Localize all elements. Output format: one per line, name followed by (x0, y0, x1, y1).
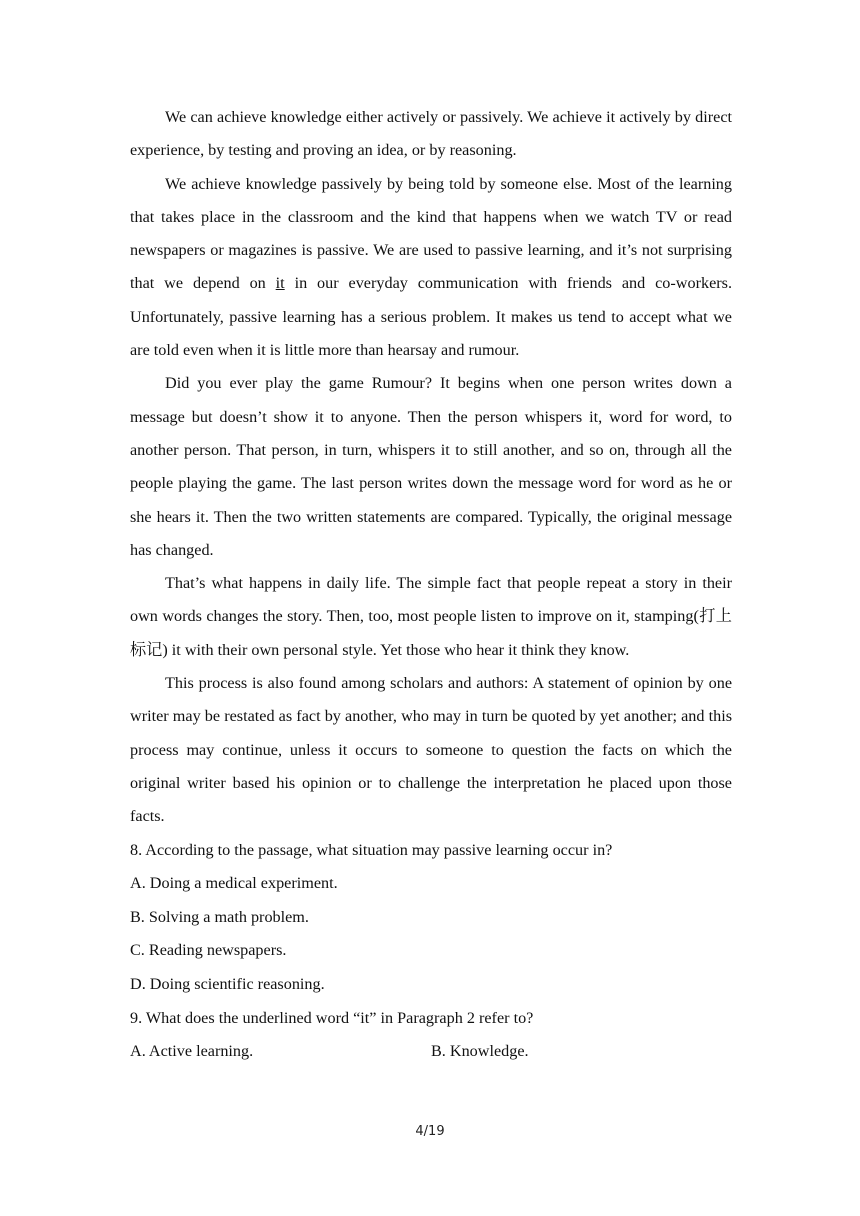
question-9-options-row (130, 1035, 732, 1069)
question-9-option-b: B. Knowledge. (431, 1042, 529, 1061)
question-8-stem: 8. According to the passage, what situation may passive learning occur in? (130, 840, 613, 859)
passage-paragraph-3: Did you ever play the game Rumour? It begins when one person writes down a message but doesn’t show it to anyone. Then the person whispers it, word for word, to another person. That person, in turn, whispers it to still another, and so on, through all the people playing the game. The last person writes down the message word for word as he or she hears it. Then the two written statements are compared. Typically, the original message has changed. (130, 374, 732, 559)
passage-paragraph-5: This process is also found among scholars and authors: A statement of opinion by one writer may be restated as fact by another, who may in turn be quoted by yet another; and this process may continue, unless it occurs to someone to question the facts on which the original writer based his opinion or to challenge the interpretation he placed upon those facts. (130, 674, 732, 826)
passage-paragraph-2 (130, 168, 732, 368)
passage-paragraph-4: That’s what happens in daily life. The simple fact that people repeat a story in their own words changes the story. Then, too, most people listen to improve on it, stamping(打上标记) it with their own personal style. Yet those who hear it think they know. (130, 574, 732, 659)
paragraph-2-text-end: in our everyday communication with friends and co-workers. Unfortunately, passive learning has a serious problem. It makes us tend to accept what we are told even when it is little more than hearsay and rumour. (130, 274, 732, 360)
document-page (130, 101, 732, 1069)
question-8-option-c: C. Reading newspapers. (130, 941, 287, 960)
page-number: 4/19 (415, 1124, 445, 1139)
question-9-option-a: A. Active learning. (130, 1042, 254, 1061)
question-8-option-a: A. Doing a medical experiment. (130, 874, 338, 893)
question-8-option-b: B. Solving a math problem. (130, 907, 309, 926)
question-9-stem: 9. What does the underlined word “it” in Paragraph 2 refer to? (130, 1008, 534, 1027)
question-8-option-d: D. Doing scientific reasoning. (130, 974, 325, 993)
paragraph-2-text-start: We achieve knowledge passively by being told by someone else. Most of the learning that takes place in the classroom and the kind that happens when we watch TV or read newspapers or magazines is passive. We are used to passive learning, and it’s not surprising that we depend on (130, 174, 732, 293)
underlined-word-it: it (275, 274, 285, 293)
passage-paragraph-1: We can achieve knowledge either actively or passively. We achieve it actively by direct experience, by testing and proving an idea, or by reasoning. (130, 108, 732, 160)
